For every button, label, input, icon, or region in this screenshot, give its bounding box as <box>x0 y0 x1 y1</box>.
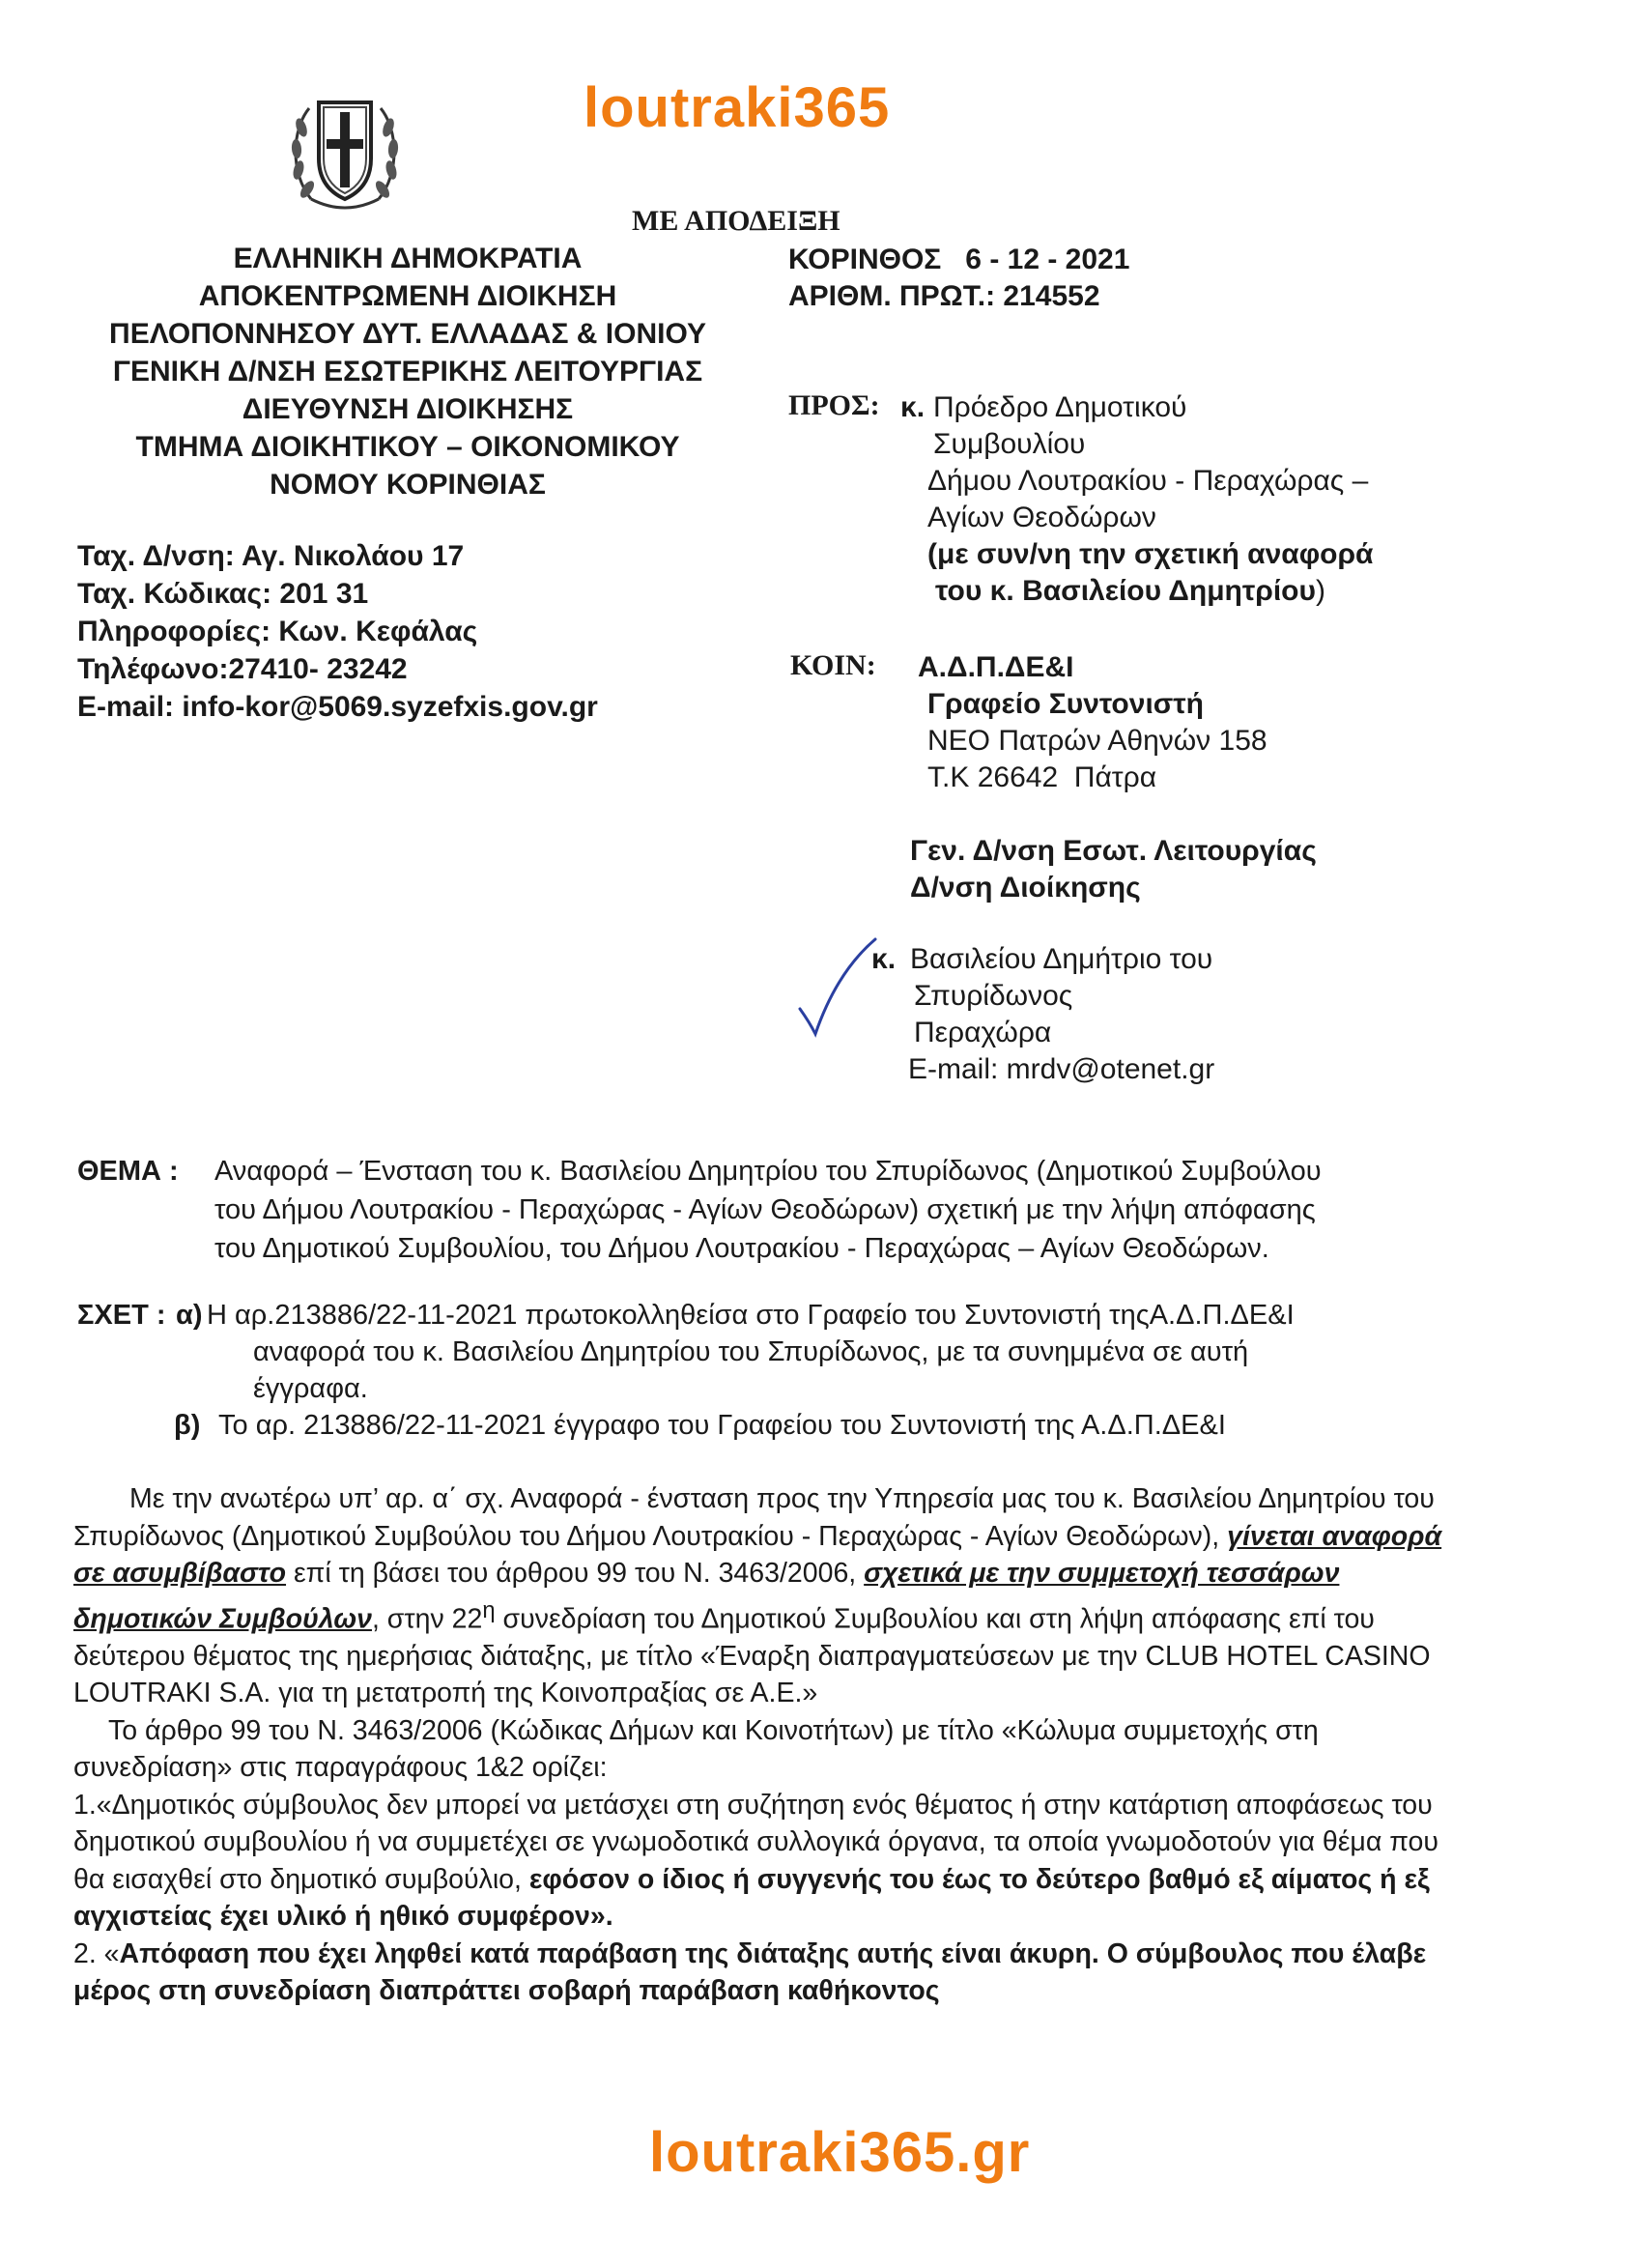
p1-emphasis: σχετικά με την συμμετοχή τεσσάρων δημοτικών Συμβούλων <box>73 1558 1340 1634</box>
to-line: Πρόεδρο Δημοτικού <box>933 391 1187 423</box>
to-note-end: ) <box>1315 575 1325 607</box>
contact-phone: Τηλέφωνο:27410- 23242 <box>77 653 408 685</box>
reference-a-line: αναφορά του κ. Βασιλείου Δημητρίου του Σπυρίδωνος, με τα συνημμένα σε αυτή <box>253 1336 1249 1367</box>
to-line: Συμβουλίου <box>933 428 1086 460</box>
check-mark-icon <box>792 933 879 1040</box>
cc-person-prefix: κ. <box>871 943 897 975</box>
cc-label: ΚΟΙΝ: <box>790 649 876 681</box>
greek-emblem-icon <box>272 81 417 226</box>
to-label: ΠΡΟΣ: <box>788 389 880 421</box>
p1-text: Με την ανωτέρω υπ’ αρ. α΄ σχ. Αναφορά - ένσταση προς την Υπηρεσία μας του κ. Βασιλείου Δημητρίου του Σπυρίδωνος (Δημοτικού Συμβούλου του Δήμου Λουτρακίου - Περαχώρας - Αγίων Θεοδώρων), <box>73 1483 1435 1552</box>
reference-b-text: Το αρ. 213886/22-11-2021 έγγραφο του Γραφείου του Συντονιστή της Α.Δ.Π.ΔΕ&Ι <box>218 1410 1226 1441</box>
contact-postcode: Ταχ. Κώδικας: 201 31 <box>77 578 369 610</box>
contact-info: Πληροφορίες: Κων. Κεφάλας <box>77 616 478 647</box>
reference-a-line: έγγραφα. <box>253 1373 368 1404</box>
to-note-bold: του κ. Βασιλείου Δημητρίου <box>935 575 1316 607</box>
subject-label: ΘΕΜΑ : <box>77 1156 179 1187</box>
cc-postcode: Τ.Κ 26642 Πάτρα <box>927 761 1157 793</box>
p1-superscript: η <box>482 1596 496 1623</box>
body-paragraph-3 <box>73 1787 1474 1936</box>
sender-line: ΔΙΕΥΘΥΝΣΗ ΔΙΟΙΚΗΣΗΣ <box>242 393 574 425</box>
cc-dept: Δ/νση Διοίκησης <box>910 872 1141 904</box>
subject-text <box>214 1152 1548 1268</box>
cc-person-email: E-mail: mrdv@otenet.gr <box>908 1053 1215 1085</box>
cc-first: Α.Δ.Π.ΔΕ&Ι <box>918 651 1074 683</box>
to-note: (με συν/νη την σχετική αναφορά <box>927 538 1374 570</box>
reference-a-label: α) <box>176 1300 203 1331</box>
p1-text: , στην 22 <box>371 1603 483 1634</box>
cc-person: Περαχώρα <box>914 1017 1052 1048</box>
reference-a-text <box>207 1297 1499 1407</box>
p3-text: 1.«Δημοτικός σύμβουλος δεν μπορεί να μετάσχει στη συζήτηση ενός θέματος ή στην κατάρτιση αποφάσεως του δημοτικού συμβουλίου ή να συμμετέχει σε γνωμοδοτικά συλλογικά όργανα, τα οποία γνωμοδοτούν για θέμα που θα εισαχθεί στο δημοτικό συμβούλιο, <box>73 1789 1438 1895</box>
delivery-note: ΜΕ ΑΠΟΔΕΙΞΗ <box>632 205 840 237</box>
p4-emphasis: Απόφαση που έχει ληφθεί κατά παράβαση της διάταξης αυτής είναι άκυρη. Ο σύμβουλος που έλαβε μέρος στη συνεδρίαση διαπράττει σοβαρή παράβαση καθήκοντος <box>73 1937 1427 2006</box>
sender-line: ΓΕΝΙΚΗ Δ/ΝΣΗ ΕΣΩΤΕΡΙΚΗΣ ΛΕΙΤΟΥΡΓΙΑΣ <box>112 356 703 387</box>
sender-line: ΑΠΟΚΕΝΤΡΩΜΕΝΗ ΔΙΟΙΚΗΣΗ <box>198 280 617 312</box>
p1-emphasis: γίνεται αναφορά σε ασυμβίβαστο <box>73 1520 1442 1589</box>
p1-text: συνεδρίαση του Δημοτικού Συμβουλίου και στη λήψη απόφασης επί του δεύτερου θέματος της ημερήσιας διάταξης, με τίτλο «Έναρξη διαπραγματεύσεων με την CLUB HOTEL CASINO LOUTRAKI S.A. για τη μετατροπή της Κοινοπραξίας σε Α.Ε.» <box>73 1603 1431 1708</box>
p1-text: επί τη βάσει του άρθρου 99 του Ν. 3463/2006, <box>286 1558 865 1589</box>
body-paragraph-2: Το άρθρο 99 του Ν. 3463/2006 (Κώδικας Δήμων και Κοινοτήτων) με τίτλο «Κώλυμα συμμετοχής στη συνεδρίαση» στις παραγράφους 1&2 ορίζει: <box>73 1714 1319 1783</box>
to-line: Αγίων Θεοδώρων <box>927 502 1156 533</box>
cc-person: Βασιλείου Δημήτριο του <box>910 943 1213 975</box>
contact-block <box>77 537 598 726</box>
protocol-number: ΑΡΙΘΜ. ΠΡΩΤ.: 214552 <box>788 280 1100 312</box>
subject-line: του Δήμου Λουτρακίου - Περαχώρας - Αγίων Θεοδώρων) σχετική με την λήψη απόφασης <box>214 1194 1316 1225</box>
p3-end: ». <box>589 1901 613 1932</box>
watermark-bottom: loutraki365.gr <box>649 2121 1031 2184</box>
reference-label: ΣΧΕΤ : <box>77 1300 166 1331</box>
subject-line: του Δημοτικού Συμβουλίου, του Δήμου Λουτρακίου - Περαχώρας – Αγίων Θεοδώρων. <box>214 1233 1269 1264</box>
cc-dept: Γεν. Δ/νση Εσωτ. Λειτουργίας <box>910 835 1317 867</box>
contact-email: E-mail: info-kor@5069.syzefxis.gov.gr <box>77 691 598 723</box>
reference-a-line: Η αρ.213886/22-11-2021 πρωτοκολληθείσα στο Γραφείο του Συντονιστή τηςΑ.Δ.Π.ΔΕ&Ι <box>207 1300 1295 1331</box>
place-date: ΚΟΡΙΝΘΟΣ 6 - 12 - 2021 <box>788 244 1130 275</box>
sender-header <box>70 240 746 503</box>
to-line: Δήμου Λουτρακίου - Περαχώρας – <box>927 465 1369 497</box>
contact-address: Ταχ. Δ/νση: Αγ. Νικολάου 17 <box>77 540 465 572</box>
body-text <box>73 1480 1474 2010</box>
body-paragraph-4 <box>73 1936 1474 2010</box>
sender-line: ΤΜΗΜΑ ΔΙΟΙΚΗΤΙΚΟΥ – ΟΙΚΟΝΟΜΙΚΟΥ <box>135 431 680 463</box>
sender-line: ΠΕΛΟΠΟΝΝΗΣΟΥ ΔΥΤ. ΕΛΛΑΔΑΣ & ΙΟΝΙΟΥ <box>109 318 706 350</box>
p4-text: 2. « <box>73 1937 120 1969</box>
cc-office: Γραφείο Συντονιστή <box>927 688 1205 720</box>
sender-line: ΝΟΜΟΥ ΚΟΡΙΝΘΙΑΣ <box>270 469 546 501</box>
sender-line: ΕΛΛΗΝΙΚΗ ΔΗΜΟΚΡΑΤΙΑ <box>233 243 583 274</box>
to-note-2 <box>935 573 1325 610</box>
p3-emphasis: εφόσον ο ίδιος ή συγγενής του έως το δεύτερο βαθμό εξ αίματος ή εξ αγχιστείας έχει υλικό ή ηθικό συμφέρον <box>73 1863 1430 1932</box>
watermark-top: loutraki365 <box>584 76 891 139</box>
subject-line: Αναφορά – Ένσταση του κ. Βασιλείου Δημητρίου του Σπυρίδωνος (Δημοτικού Συμβούλου <box>214 1156 1322 1187</box>
reference-b-label: β) <box>174 1410 201 1441</box>
body-paragraph-1 <box>73 1480 1474 1712</box>
cc-person: Σπυρίδωνος <box>914 980 1073 1012</box>
to-prefix: κ. <box>900 391 926 423</box>
cc-address: ΝΕΟ Πατρών Αθηνών 158 <box>927 725 1267 757</box>
